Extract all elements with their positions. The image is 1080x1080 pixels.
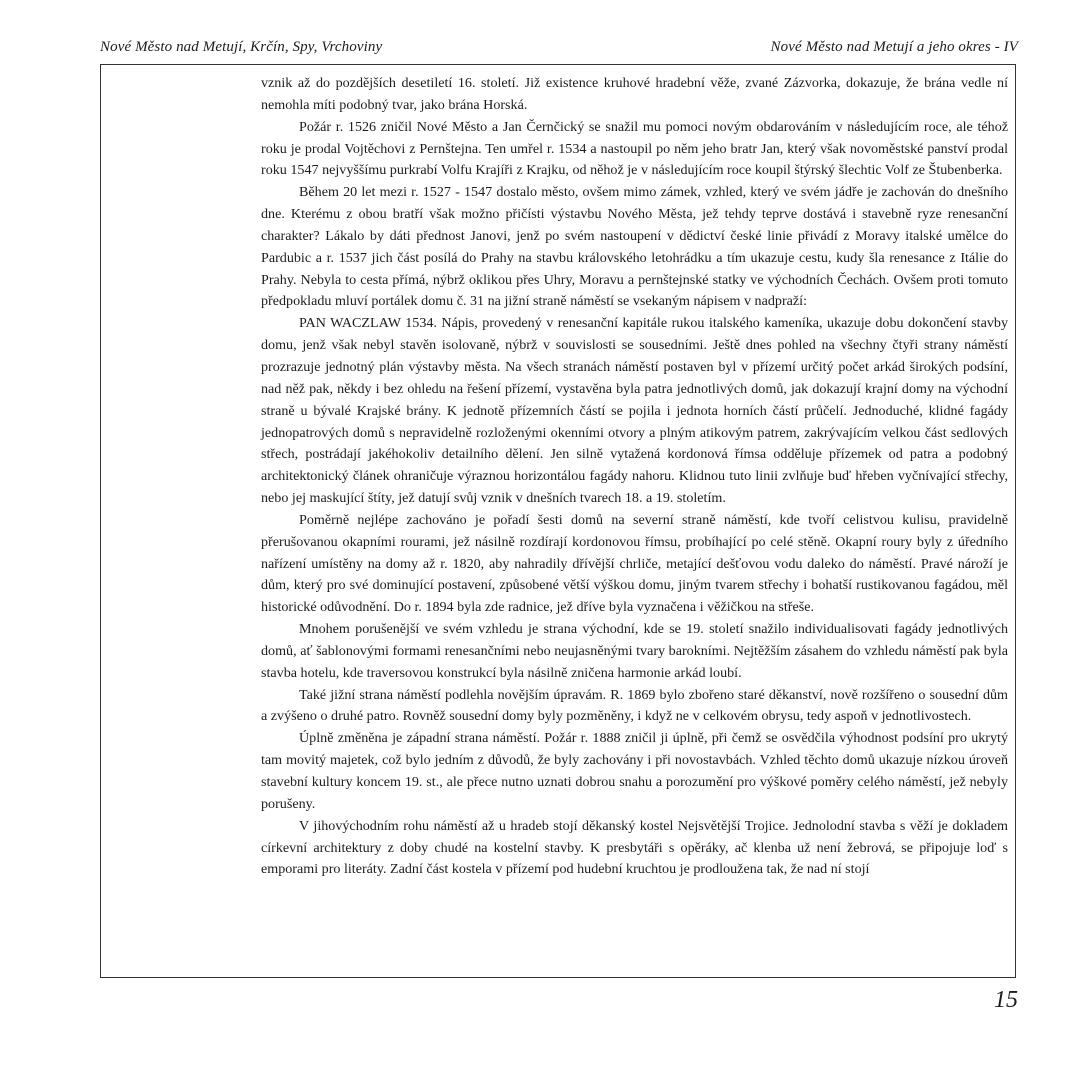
running-head-left: Nové Město nad Metují, Krčín, Spy, Vrchoviny [100, 39, 383, 55]
paragraph-6: Mnohem porušenější ve svém vzhledu je strana východní, kde se 19. století snažilo individualisovati fagády jednotlivých domů, ať šablonovými formami renesančními nebo neujasněnými tvary barokními. Nejtěžším zásahem do vzhledu náměstí pak byla stavba hotelu, kde traversovou konstrukcí byla násilně zničena harmonie arkád loubí. [261, 621, 1008, 681]
running-head-right: Nové Město nad Metují a jeho okres - IV [770, 39, 1018, 55]
page-number: 15 [994, 987, 1018, 1013]
paragraph-8: Úplně změněna je západní strana náměstí. Požár r. 1888 zničil ji úplně, při čemž se osvědčila výhodnost podsíní pro ukrytý tam movitý majetek, což bylo jedním z důvodů, že byly zachovány i při novostavbách. Vzhled těchto domů ukazuje nízkou úroveň stavební kultury koncem 19. st., ale přece nutno uznati dobrou snahu a porozumění pro výškové poměry celého náměstí, jež nebyly porušeny. [261, 730, 1008, 812]
paragraph-9: V jihovýchodním rohu náměstí až u hradeb stojí děkanský kostel Nejsvětější Trojice. Jednolodní stavba s věží je dokladem církevní architektury z doby chudé na kostelní stavby. K presbytáři s opěráky, ač klenba už není žebrová, se připojuje loď s emporami pro literáty. Zadní část kostela v přízemí pod hudební kruchtou je prodloužena tak, že nad ní stojí [261, 817, 1008, 878]
paragraph-1: vznik až do pozdějších desetiletí 16. století. Již existence kruhové hradební věže, zvané Zázvorka, dokazuje, že brána vedle ní nemohla míti podobný tvar, jako brána Horská. [261, 75, 1008, 113]
paragraph-7: Také jižní strana náměstí podlehla novějším úpravám. R. 1869 bylo zbořeno staré děkanství, nově rozšířeno o sousední dům a zvýšeno o druhé patro. Rovněž sousední domy byly pozměněny, i když ne v celkovém obrysu, tedy aspoň v jednotlivostech. [261, 686, 1008, 725]
paragraph-2: Požár r. 1526 zničil Nové Město a Jan Černčický se snažil mu pomoci novým obdarováním v následujícím roce, ale téhož roku je prodal Vojtěchovi z Pernštejna. Ten umřel r. 1534 a nastoupil po něm jeho bratr Jan, který však novoměstské panství prodal roku 1547 nejvyššímu purkrabí Volfu Krajíři z Krajku, od něhož je v následujícím roce koupil štýrský šlechtic Volf ze Štubenberka. [261, 118, 1008, 179]
paragraph-5: Poměrně nejlépe zachováno je pořadí šesti domů na severní straně náměstí, kde tvoří celistvou kulisu, pravidelně přerušovanou okapními rourami, jež násilně rozdírají kordonovou římsu, probíhající po celé stěně. Okapní roury byly z úředního nařízení umístěny na domy až r. 1820, aby nahradily dřívější chrliče, metající dešťovou vodu daleko do náměstí. Pravé nároží je dům, který pro své dominující postavení, způsobené větší výškou domu, jiným tvarem střechy i bohatší rustikovanou fagádou, měl historické odůvodnění. Do r. 1894 byla zde radnice, jež dříve byla vyznačena i věžičkou na střeše. [261, 511, 1008, 616]
paragraph-4: PAN WACZLAW 1534. Nápis, provedený v renesanční kapitále rukou italského kameníka, ukazuje dobu dokončení stavby domu, jenž však nebyl stavěn isolovaně, nýbrž v souvislosti se sousedními. Ještě dnes pohled na všechny čtyři strany náměstí prozrazuje jednotný plán výstavby města. Na všech stranách náměstí postaven byl v přízemí určitý počet arkád širokých podsíní, nad něž pak, někdy i bez ohledu na řešení přízemí, vystavěna byla patra jednotlivých domů, jak dokazují krajní domy na východní straně u bývalé Krajské brány. K jednotě přízemních částí se pojila i jednota horních částí průčelí. Jednoduché, klidné fagády jednopatrových domů s nepravidelně rozloženými okenními otvory a plným atikovým patrem, zakrývajícím velkou část sedlových střech, postrádají jakéhokoliv detailního dělení. Jen silně vytažená kordonová římsa odděluje přízemek od patra a podobný architektonický článek ohraničuje výraznou horizontálou fagády nahoru. Klidnou tuto linii zvlňuje buď hřeben vyčnívající střechy, nebo jej maskující štíty, jež datují svůj vznik v dnešních tvarech 18. a 19. stoletím. [261, 315, 1008, 507]
body-text [261, 73, 1008, 881]
paragraph-3: Během 20 let mezi r. 1527 - 1547 dostalo město, ovšem mimo zámek, vzhled, který ve svém jádře je zachován do dnešního dne. Kterému z obou bratří však možno přičísti výstavbu Nového Města, jež tehdy teprve dostává i stavebně ryze renesanční charakter? Lákalo by dáti přednost Janovi, jenž po svém nastoupení v dědictví české linie přivádí z Moravy italské umělce do Pardubic a r. 1537 jich část posílá do Prahy na stavbu královského letohrádku a tím ukazuje cestu, kudy šla renesance z Itálie do Prahy. Nebyla to cesta přímá, nýbrž oklikou přes Uhry, Moravu a pernštejnské statky ve východních Čechách. Ovšem proti tomuto předpokladu mluví portálek domu č. 31 na jižní straně náměstí se vsekaným nápisem v nadpraží: [261, 184, 1008, 310]
text-frame [100, 64, 1016, 978]
